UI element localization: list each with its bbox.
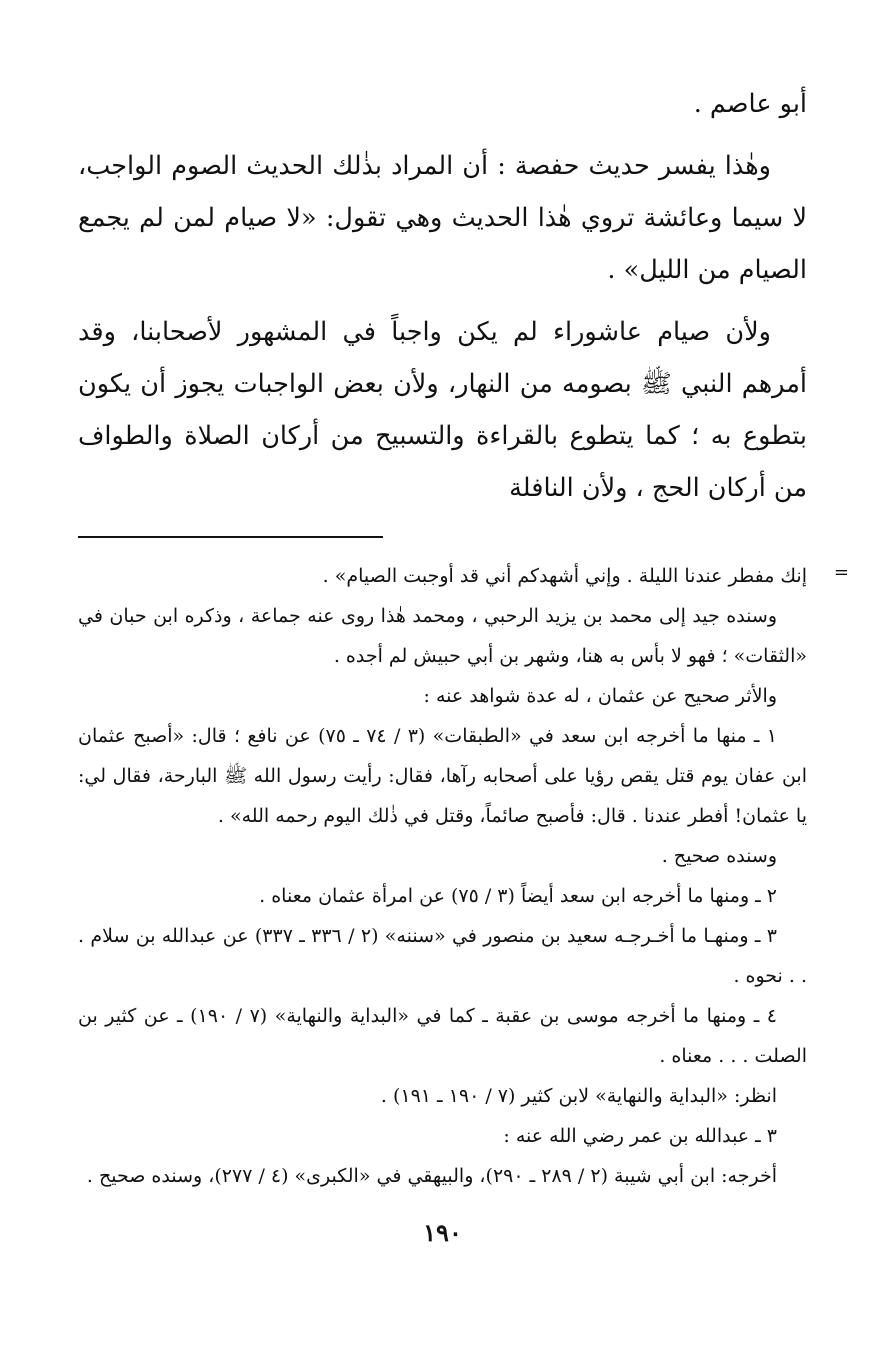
- page-number: ١٩٠: [423, 1218, 462, 1247]
- footnote-line-6: ٢ ـ ومنها ما أخرجه ابن سعد أيضاً (٣ / ٧٥) عن امرأة عثمان معناه .: [259, 885, 777, 907]
- footnote-line-1: إنك مفطر عندنا الليلة . وإني أشهدكم أني قد أوجبت الصيام» .: [322, 565, 807, 587]
- footnote-line-11: أخرجه: ابن أبي شيبة (٢ / ٢٨٩ ـ ٢٩٠)، والبيهقي في «الكبرى» (٤ / ٢٧٧)، وسنده صحيح .: [86, 1165, 777, 1187]
- footnote-line-4: ١ ـ منها ما أخرجه ابن سعد في «الطبقات» (٣ / ٧٤ ـ ٧٥) عن نافع ؛ قال: «أصبح عثمان ابن عفان يوم قتل يقص رؤيا على أصحابه رآها، فقال: رأيت رسول الله ﷺ البارحة، فقال لي: يا عثمان! أفطر عندنا . قال: فأصبح صائماً، وقتل في ذٰلك اليوم رحمه الله» .: [78, 725, 807, 827]
- main-text: [78, 78, 807, 514]
- footnote-line-9: انظر: «البداية والنهاية» لابن كثير (٧ / ١٩٠ ـ ١٩١) .: [380, 1085, 777, 1107]
- footnote-line-3: والأثر صحيح عن عثمان ، له عدة شواهد عنه :: [423, 685, 777, 707]
- footnotes: [78, 556, 849, 1196]
- footnote-line-2: وسنده جيد إلى محمد بن يزيد الرحبي ، ومحمد هٰذا روى عنه جماعة ، وذكره ابن حبان في «الثقات» ؛ فهو لا بأس به هنا، وشهر بن أبي حبيش لم أجده .: [78, 605, 807, 667]
- footnote-line-5: وسنده صحيح .: [661, 845, 777, 867]
- paragraph-2: وهٰذا يفسر حديث حفصة : أن المراد بذٰلك الحديث الصوم الواجب، لا سيما وعائشة تروي هٰذا الحديث وهي تقول: «لا صيام لمن لم يجمع الصيام من الليل» .: [78, 151, 807, 285]
- footnote-line-8: ٤ ـ ومنها ما أخرجه موسى بن عقبة ـ كما في «البداية والنهاية» (٧ / ١٩٠) ـ عن كثير بن الصلت . . . معناه .: [78, 1005, 807, 1067]
- footnote-line-7: ٣ ـ ومنهـا ما أخـرجـه سعيد بن منصور في «سننه» (٢ / ٣٣٦ ـ ٣٣٧) عن عبدالله بن سلام . . . نحوه .: [78, 925, 807, 987]
- continuation-mark: =: [833, 562, 849, 583]
- paragraph-1: أبو عاصم .: [693, 89, 807, 119]
- paragraph-3: ولأن صيام عاشوراء لم يكن واجباً في المشهور لأصحابنا، وقد أمرهم النبي ﷺ بصومه من النهار، ولأن بعض الواجبات يجوز أن يكون بتطوع به ؛ كما يتطوع بالقراءة والتسبيح من أركان الصلاة والطواف من أركان الحج ، ولأن النافلة: [78, 317, 807, 503]
- footnote-line-10: ٣ ـ عبدالله بن عمر رضي الله عنه :: [503, 1125, 777, 1147]
- footnote-separator: [78, 536, 383, 538]
